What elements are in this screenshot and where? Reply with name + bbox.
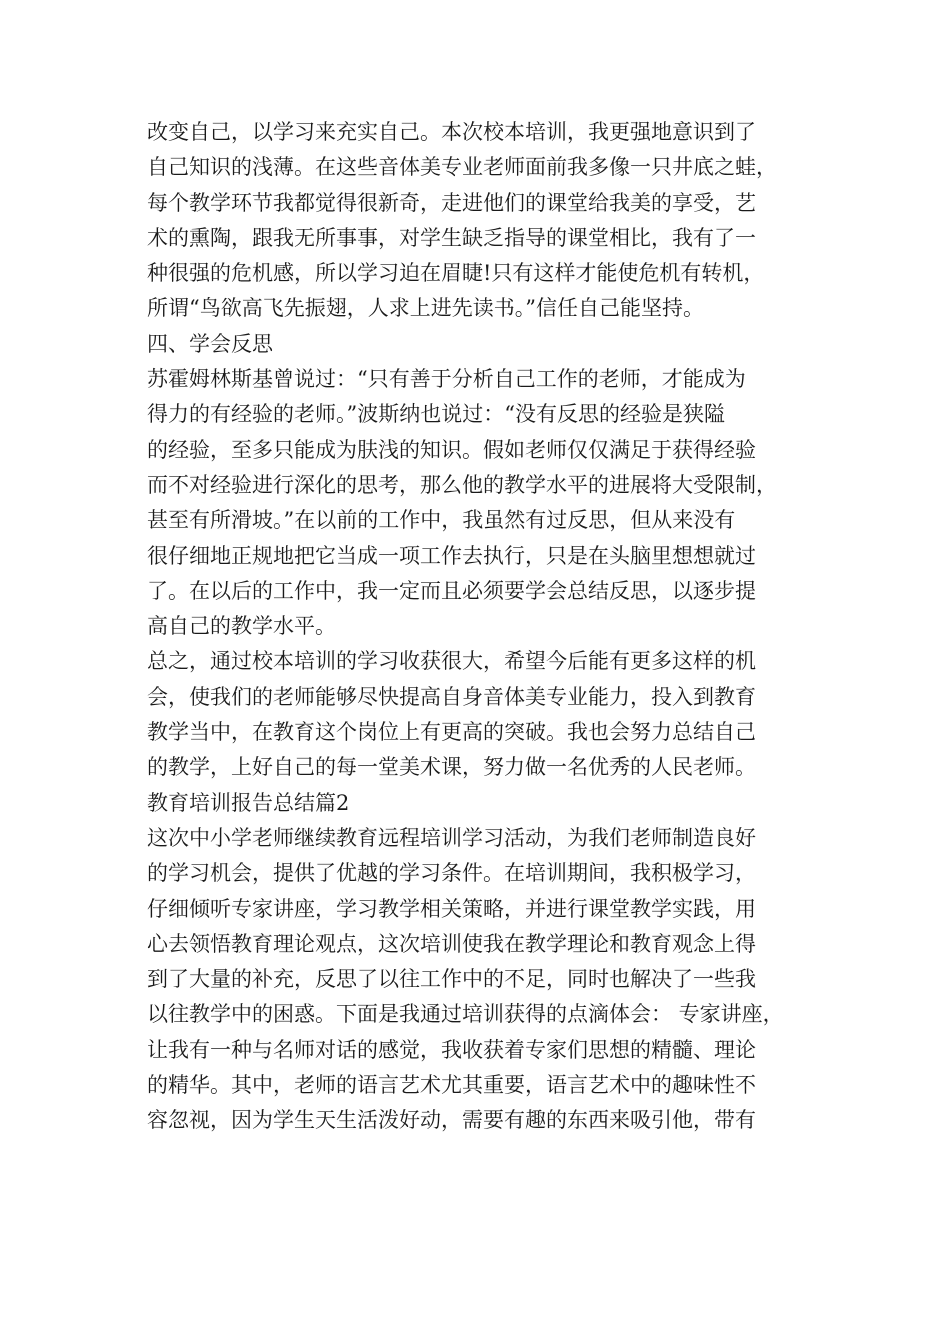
text-line: 而不对经验进行深化的思考，那么他的教学水平的进展将大受限制， bbox=[147, 472, 777, 497]
text-line: 的教学，上好自己的每一堂美术课，努力做一名优秀的人民老师。 bbox=[147, 755, 756, 780]
text-line: 总之，通过校本培训的学习收获很大，希望今后能有更多这样的机 bbox=[147, 649, 756, 674]
section-heading: 四、学会反思 bbox=[147, 331, 273, 356]
text-line: 教学当中，在教育这个岗位上有更高的突破。我也会努力总结自己 bbox=[147, 720, 756, 745]
text-line: 以往教学中的困惑。下面是我通过培训获得的点滴体会： 专家讲座， bbox=[147, 1002, 784, 1027]
text-line: 了。在以后的工作中，我一定而且必须要学会总结反思，以逐步提 bbox=[147, 578, 756, 603]
article-heading: 教育培训报告总结篇2 bbox=[147, 790, 350, 815]
text-line: 改变自己，以学习来充实自己。本次校本培训，我更强地意识到了 bbox=[147, 120, 756, 144]
text-line: 种很强的危机感，所以学习迫在眉睫!只有这样才能使危机有转机， bbox=[147, 261, 765, 286]
document-body bbox=[147, 115, 827, 1139]
text-line: 高自己的教学水平。 bbox=[147, 614, 336, 639]
text-line: 心去领悟教育理论观点，这次培训使我在教学理论和教育观念上得 bbox=[147, 931, 756, 956]
text-line: 每个教学环节我都觉得很新奇，走进他们的课堂给我美的享受，艺 bbox=[147, 190, 756, 215]
text-line: 的精华。其中，老师的语言艺术尤其重要，语言艺术中的趣味性不 bbox=[147, 1073, 756, 1098]
text-line: 甚至有所滑坡。”在以前的工作中，我虽然有过反思，但从来没有 bbox=[147, 508, 736, 533]
text-line: 容忽视，因为学生天生活泼好动，需要有趣的东西来吸引他，带有 bbox=[147, 1108, 756, 1133]
text-line: 到了大量的补充，反思了以往工作中的不足，同时也解决了一些我 bbox=[147, 967, 756, 992]
text-line: 术的熏陶，跟我无所事事，对学生缺乏指导的课堂相比，我有了一 bbox=[147, 225, 756, 250]
text-line: 这次中小学老师继续教育远程培训学习活动，为我们老师制造良好 bbox=[147, 825, 756, 850]
text-line: 会，使我们的老师能够尽快提高自身音体美专业能力，投入到教育 bbox=[147, 684, 756, 709]
text-line: 得力的有经验的老师。”波斯纳也说过：“没有反思的经验是狭隘 bbox=[147, 402, 725, 427]
text-line: 仔细倾听专家讲座，学习教学相关策略，并进行课堂教学实践，用 bbox=[147, 896, 756, 921]
text-line: 的经验，至多只能成为肤浅的知识。假如老师仅仅满足于获得经验 bbox=[147, 437, 756, 462]
text-line: 所谓“鸟欲高飞先振翅，人求上进先读书。”信任自己能坚持。 bbox=[147, 296, 704, 321]
text-line: 很仔细地正规地把它当成一项工作去执行，只是在头脑里想想就过 bbox=[147, 543, 756, 568]
text-line: 让我有一种与名师对话的感觉，我收获着专家们思想的精髓、理论 bbox=[147, 1037, 756, 1062]
text-line: 自己知识的浅薄。在这些音体美专业老师面前我多像一只井底之蛙， bbox=[147, 155, 777, 180]
text-line: 苏霍姆林斯基曾说过：“只有善于分析自己工作的老师，才能成为 bbox=[147, 367, 746, 392]
text-line: 的学习机会，提供了优越的学习条件。在培训期间，我积极学习， bbox=[147, 861, 756, 886]
